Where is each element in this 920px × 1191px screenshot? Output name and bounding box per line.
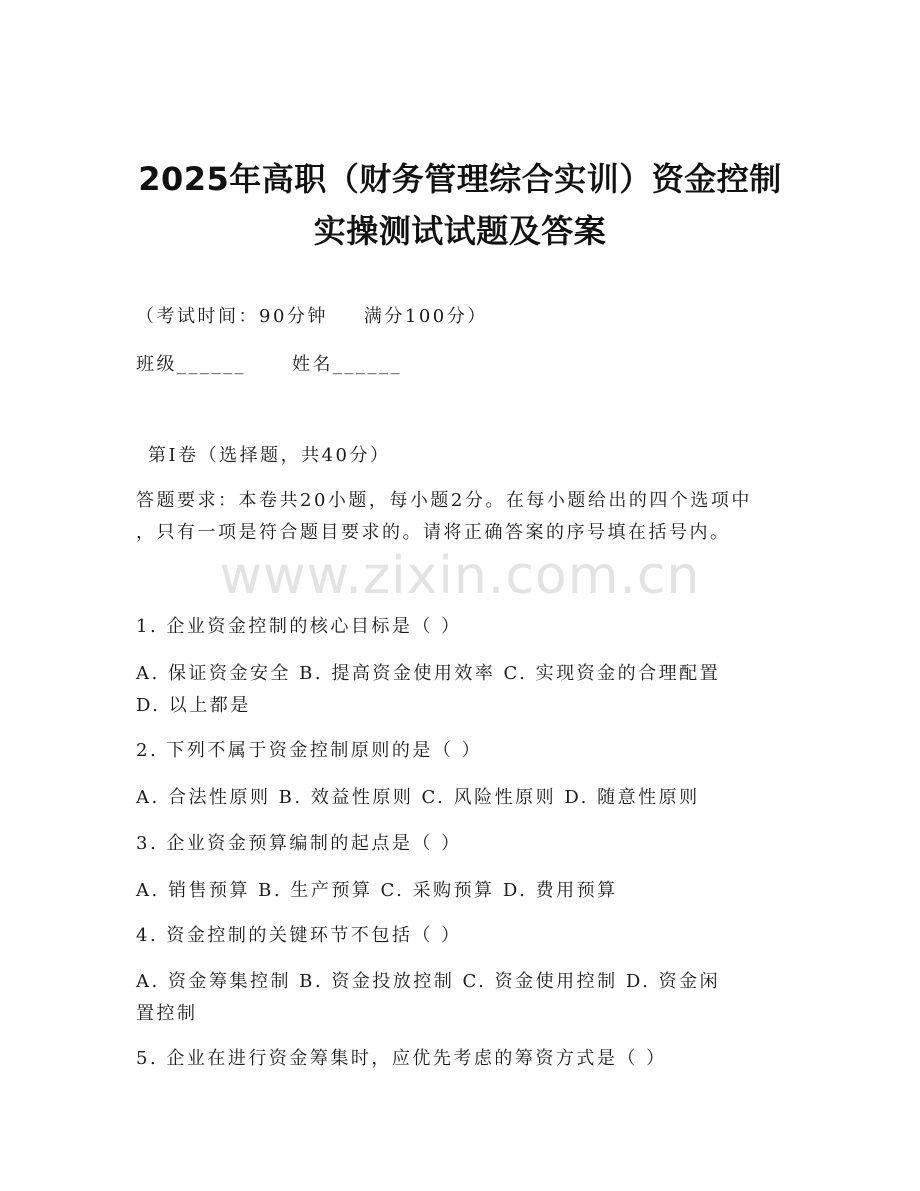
question-4-stem: 4. 资金控制的关键环节不包括（ ） (136, 925, 462, 946)
question-3-stem: 3. 企业资金预算编制的起点是（ ） (136, 833, 462, 854)
watermark-text: www.zixin.com.cn (219, 546, 701, 606)
question-1-options-line-1: A. 保证资金安全 B. 提高资金使用效率 C. 实现资金的合理配置 (136, 663, 721, 684)
question-4-options-line-1: A. 资金筹集控制 B. 资金投放控制 C. 资金使用控制 D. 资金闲 (136, 971, 721, 992)
exam-time: （考试时间：90分钟 (136, 306, 328, 327)
exam-full-score: 满分100分） (363, 306, 488, 327)
question-4-options-line-2: 置控制 (136, 1003, 198, 1024)
page-title-line-1: 2025年高职（财务管理综合实训）资金控制 (138, 160, 782, 198)
class-field-label: 班级______ (136, 354, 246, 375)
name-field-label: 姓名______ (292, 354, 402, 375)
question-2-stem: 2. 下列不属于资金控制原则的是（ ） (136, 740, 483, 761)
question-1-stem: 1. 企业资金控制的核心目标是（ ） (136, 616, 462, 637)
question-3-options: A. 销售预算 B. 生产预算 C. 采购预算 D. 费用预算 (136, 880, 618, 901)
question-1-options-line-2: D. 以上都是 (136, 695, 251, 716)
exam-info (136, 302, 488, 328)
question-5-stem: 5. 企业在进行资金筹集时，应优先考虑的筹资方式是（ ） (136, 1048, 667, 1069)
instructions-line-2: ，只有一项是符合题目要求的。请将正确答案的序号填在括号内。 (136, 522, 731, 543)
section-heading: 第I卷（选择题，共40分） (148, 445, 391, 466)
instructions-line-1: 答题要求：本卷共20小题，每小题2分。在每小题给出的四个选项中 (136, 490, 752, 511)
student-info (136, 350, 402, 376)
question-2-options: A. 合法性原则 B. 效益性原则 C. 风险性原则 D. 随意性原则 (136, 787, 700, 808)
page-title-line-2: 实操测试试题及答案 (313, 212, 607, 250)
